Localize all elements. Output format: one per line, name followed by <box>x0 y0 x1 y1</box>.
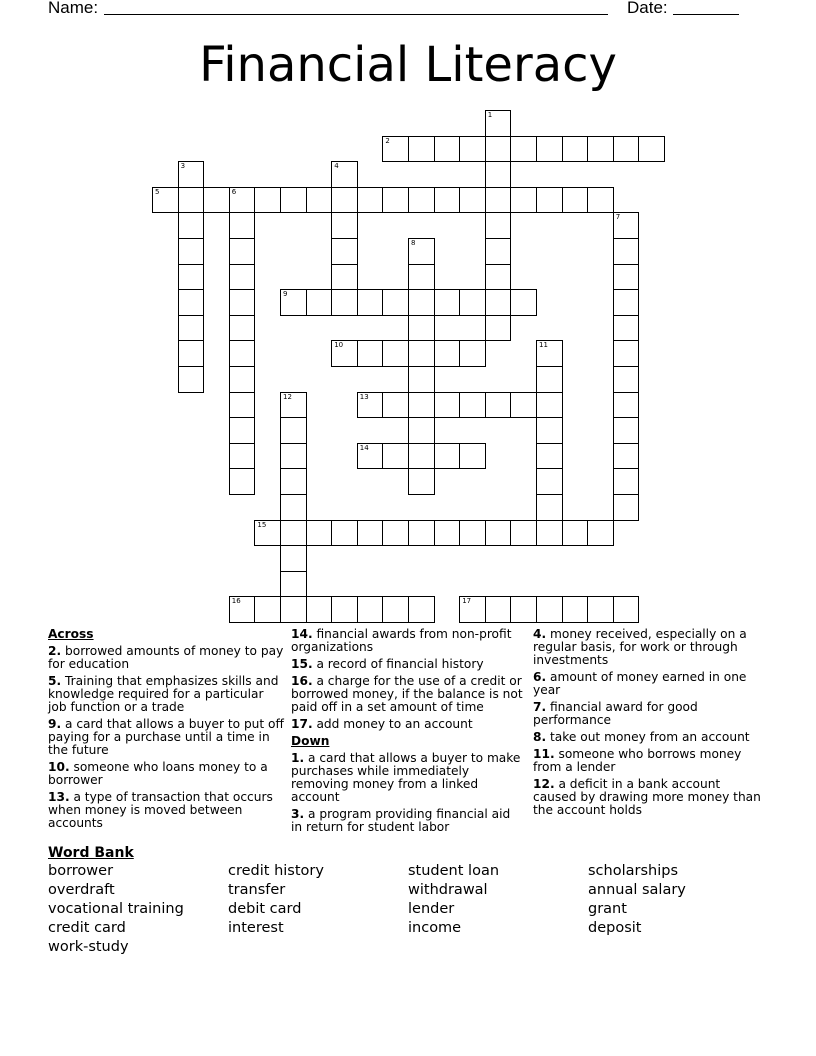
grid-cell[interactable] <box>536 443 563 470</box>
grid-cell[interactable] <box>408 238 435 265</box>
grid-cell[interactable] <box>485 161 512 188</box>
grid-cell[interactable] <box>280 187 307 214</box>
clue-number: 12. <box>533 777 555 791</box>
grid-cell[interactable] <box>536 520 563 547</box>
down-clue-6 <box>533 671 765 697</box>
clue-number: 2. <box>48 644 62 658</box>
down-clue-12 <box>533 778 765 817</box>
grid-cell[interactable] <box>485 110 512 137</box>
clue-number: 16. <box>291 674 313 688</box>
grid-cell[interactable] <box>536 494 563 521</box>
grid-cell[interactable] <box>229 212 256 239</box>
grid-cell[interactable] <box>408 366 435 393</box>
grid-cell[interactable] <box>408 187 435 214</box>
grid-cell[interactable] <box>382 596 409 623</box>
grid-cell[interactable] <box>434 443 461 470</box>
down-clue-8 <box>533 731 765 744</box>
grid-cell[interactable] <box>280 289 307 316</box>
grid-cell[interactable] <box>459 443 486 470</box>
word-bank-item: grant <box>588 901 627 917</box>
grid-cell[interactable] <box>254 187 281 214</box>
grid-cell[interactable] <box>562 187 589 214</box>
word-bank-item: income <box>408 920 462 936</box>
across-heading: Across <box>48 627 94 641</box>
grid-cell[interactable] <box>536 417 563 444</box>
grid-cell[interactable] <box>536 187 563 214</box>
grid-cell[interactable] <box>229 340 256 367</box>
grid-cell[interactable] <box>510 392 537 419</box>
word-bank-item: student loan <box>408 863 500 879</box>
grid-cell[interactable] <box>536 340 563 367</box>
grid-cell[interactable] <box>178 289 205 316</box>
clue-text: Training that emphasizes skills and knowledge required for a particular job function or a trade <box>48 674 279 714</box>
word-bank-item: deposit <box>588 920 642 936</box>
grid-cell[interactable] <box>229 392 256 419</box>
word-bank-item: transfer <box>228 882 286 898</box>
clue-text: financial awards from non-profit organizations <box>291 627 512 654</box>
cell-number: 12 <box>283 392 292 401</box>
grid-cell[interactable] <box>587 187 614 214</box>
clue-text: add money to an account <box>316 717 473 731</box>
grid-cell[interactable] <box>613 468 640 495</box>
grid-cell[interactable] <box>331 238 358 265</box>
clue-text: someone who loans money to a borrower <box>48 760 268 787</box>
grid-cell[interactable] <box>280 545 307 572</box>
clue-number: 1. <box>291 751 305 765</box>
grid-cell[interactable] <box>357 520 384 547</box>
grid-cell[interactable] <box>485 264 512 291</box>
grid-cell[interactable] <box>408 468 435 495</box>
name-label: Name: <box>48 0 99 17</box>
grid-cell[interactable] <box>178 264 205 291</box>
grid-cell[interactable] <box>408 264 435 291</box>
grid-cell[interactable] <box>254 596 281 623</box>
grid-cell[interactable] <box>229 417 256 444</box>
grid-cell[interactable] <box>331 187 358 214</box>
grid-cell[interactable] <box>178 366 205 393</box>
grid-cell[interactable] <box>178 187 205 214</box>
across-clue-9 <box>48 718 284 757</box>
grid-cell[interactable] <box>510 187 537 214</box>
across-clue-13 <box>48 791 284 830</box>
grid-cell[interactable] <box>562 136 589 163</box>
cell-number: 10 <box>334 341 344 350</box>
clue-text: money received, especially on a regular basis, for work or through investments <box>533 627 747 667</box>
grid-cell[interactable] <box>331 161 358 188</box>
across-clue-17 <box>291 718 523 731</box>
word-bank-item: credit card <box>48 920 126 936</box>
date-field[interactable] <box>673 14 739 15</box>
cell-number: 13 <box>359 392 369 401</box>
grid-cell[interactable] <box>562 596 589 623</box>
grid-cell[interactable] <box>459 136 486 163</box>
grid-cell[interactable] <box>357 392 384 419</box>
grid-cell[interactable] <box>178 340 205 367</box>
clue-text: a program providing financial aid in return for student labor <box>291 807 511 834</box>
grid-cell[interactable] <box>357 289 384 316</box>
word-bank-item: lender <box>408 901 455 917</box>
clue-column-3 <box>533 628 765 821</box>
grid-cell[interactable] <box>485 392 512 419</box>
cell-number: 9 <box>283 290 288 299</box>
clue-text: a charge for the use of a credit or borrowed money, if the balance is not paid off in a set amount of time <box>291 674 523 714</box>
clue-number: 3. <box>291 807 305 821</box>
grid-cell[interactable] <box>536 392 563 419</box>
clue-number: 6. <box>533 670 547 684</box>
word-bank-item: borrower <box>48 863 114 879</box>
grid-cell[interactable] <box>306 596 333 623</box>
page-title: Financial Literacy <box>199 37 617 93</box>
grid-cell[interactable] <box>613 366 640 393</box>
grid-cell[interactable] <box>459 596 486 623</box>
grid-cell[interactable] <box>280 392 307 419</box>
across-clue-15 <box>291 658 523 671</box>
word-bank-item: scholarships <box>588 863 678 879</box>
grid-cell[interactable] <box>485 315 512 342</box>
grid-cell[interactable] <box>178 161 205 188</box>
grid-cell[interactable] <box>638 136 665 163</box>
cell-number: 11 <box>539 341 548 350</box>
grid-cell[interactable] <box>229 468 256 495</box>
word-bank-item: withdrawal <box>408 882 488 898</box>
grid-cell[interactable] <box>254 520 281 547</box>
grid-cell[interactable] <box>357 187 384 214</box>
grid-cell[interactable] <box>485 212 512 239</box>
grid-cell[interactable] <box>280 571 307 598</box>
grid-cell[interactable] <box>408 315 435 342</box>
down-clue-3 <box>291 808 523 834</box>
grid-cell[interactable] <box>536 596 563 623</box>
across-clue-2 <box>48 645 284 671</box>
cell-number: 3 <box>180 162 186 171</box>
grid-cell[interactable] <box>280 494 307 521</box>
grid-cell[interactable] <box>408 596 435 623</box>
clue-text: a card that allows a buyer to make purchases while immediately removing money from a linked account <box>291 751 521 804</box>
grid-cell[interactable] <box>280 468 307 495</box>
grid-cell[interactable] <box>510 289 537 316</box>
clue-number: 15. <box>291 657 313 671</box>
grid-cell[interactable] <box>485 136 512 163</box>
grid-cell[interactable] <box>434 520 461 547</box>
grid-cell[interactable] <box>459 187 486 214</box>
down-clue-1 <box>291 752 523 804</box>
grid-cell[interactable] <box>229 596 256 623</box>
grid-cell[interactable] <box>382 392 409 419</box>
grid-cell[interactable] <box>536 136 563 163</box>
grid-cell[interactable] <box>357 596 384 623</box>
grid-cell[interactable] <box>587 520 614 547</box>
grid-cell[interactable] <box>587 136 614 163</box>
grid-cell[interactable] <box>331 212 358 239</box>
grid-cell[interactable] <box>331 596 358 623</box>
grid-cell[interactable] <box>408 417 435 444</box>
grid-cell[interactable] <box>331 264 358 291</box>
grid-cell[interactable] <box>203 187 230 214</box>
clue-number: 11. <box>533 747 555 761</box>
grid-cell[interactable] <box>485 289 512 316</box>
grid-cell[interactable] <box>613 340 640 367</box>
across-clue-16 <box>291 675 523 714</box>
cell-number: 15 <box>257 520 267 529</box>
cell-number: 4 <box>334 162 339 171</box>
grid-cell[interactable] <box>485 596 512 623</box>
grid-cell[interactable] <box>613 212 640 239</box>
cell-number: 7 <box>615 213 621 222</box>
grid-cell[interactable] <box>229 264 256 291</box>
word-bank-item: debit card <box>228 901 302 917</box>
clue-text: a card that allows a buyer to put off paying for a purchase until a time in the future <box>48 717 284 757</box>
cell-number: 6 <box>231 187 237 196</box>
grid-cell[interactable] <box>613 443 640 470</box>
down-heading: Down <box>291 734 330 748</box>
word-bank-item: work-study <box>48 939 129 955</box>
grid-cell[interactable] <box>562 520 589 547</box>
clue-number: 7. <box>533 700 547 714</box>
grid-cell[interactable] <box>434 187 461 214</box>
grid-cell[interactable] <box>178 315 205 342</box>
grid-cell[interactable] <box>306 520 333 547</box>
grid-cell[interactable] <box>280 443 307 470</box>
clue-column-1 <box>48 628 284 834</box>
grid-cell[interactable] <box>357 340 384 367</box>
header <box>48 0 748 20</box>
grid-cell[interactable] <box>613 315 640 342</box>
grid-cell[interactable] <box>613 264 640 291</box>
word-bank-item: vocational training <box>48 901 184 917</box>
clue-text: someone who borrows money from a lender <box>533 747 742 774</box>
grid-cell[interactable] <box>613 238 640 265</box>
clue-number: 17. <box>291 717 313 731</box>
grid-cell[interactable] <box>536 468 563 495</box>
clue-text: a deficit in a bank account caused by drawing more money than the account holds <box>533 777 761 817</box>
grid-cell[interactable] <box>229 315 256 342</box>
clue-text: a record of financial history <box>316 657 484 671</box>
word-bank-item: overdraft <box>48 882 115 898</box>
grid-cell[interactable] <box>408 392 435 419</box>
grid-cell[interactable] <box>382 187 409 214</box>
grid-cell[interactable] <box>613 392 640 419</box>
grid-cell[interactable] <box>382 520 409 547</box>
down-clue-7 <box>533 701 765 727</box>
grid-cell[interactable] <box>459 340 486 367</box>
grid-cell[interactable] <box>357 443 384 470</box>
cell-number: 17 <box>462 597 472 606</box>
clue-column-2 <box>291 628 523 838</box>
grid-cell[interactable] <box>280 520 307 547</box>
word-bank-item: annual salary <box>588 882 686 898</box>
grid-cell[interactable] <box>408 289 435 316</box>
grid-cell[interactable] <box>613 494 640 521</box>
cell-number: 1 <box>487 111 493 119</box>
grid-cell[interactable] <box>382 340 409 367</box>
grid-cell[interactable] <box>613 136 640 163</box>
grid-cell[interactable] <box>331 520 358 547</box>
grid-cell[interactable] <box>280 417 307 444</box>
grid-cell[interactable] <box>613 289 640 316</box>
grid-cell[interactable] <box>408 136 435 163</box>
name-field[interactable] <box>104 14 608 15</box>
clue-number: 13. <box>48 790 70 804</box>
clue-number: 4. <box>533 627 547 641</box>
grid-cell[interactable] <box>152 187 179 214</box>
grid-cell[interactable] <box>306 187 333 214</box>
grid-cell[interactable] <box>485 238 512 265</box>
grid-cell[interactable] <box>280 596 307 623</box>
word-bank-item: interest <box>228 920 284 936</box>
clue-text: borrowed amounts of money to pay for education <box>48 644 284 671</box>
across-clue-14 <box>291 628 523 654</box>
grid-cell[interactable] <box>229 238 256 265</box>
clue-number: 8. <box>533 730 547 744</box>
grid-cell[interactable] <box>408 340 435 367</box>
clue-number: 14. <box>291 627 313 641</box>
clue-number: 5. <box>48 674 62 688</box>
grid-cell[interactable] <box>434 136 461 163</box>
clue-text: take out money from an account <box>550 730 750 744</box>
across-clue-5 <box>48 675 284 714</box>
grid-cell[interactable] <box>613 596 640 623</box>
clue-number: 10. <box>48 760 70 774</box>
down-clue-11 <box>533 748 765 774</box>
grid-cell[interactable] <box>459 520 486 547</box>
grid-cell[interactable] <box>229 366 256 393</box>
cell-number: 16 <box>231 597 241 606</box>
cell-number: 5 <box>155 187 160 196</box>
grid-cell[interactable] <box>459 289 486 316</box>
grid-cell[interactable] <box>434 392 461 419</box>
down-clue-4 <box>533 628 765 667</box>
grid-cell[interactable] <box>510 520 537 547</box>
cell-number: 14 <box>359 443 369 452</box>
grid-cell[interactable] <box>434 289 461 316</box>
clue-text: amount of money earned in one year <box>533 670 747 697</box>
grid-cell[interactable] <box>229 443 256 470</box>
grid-cell[interactable] <box>382 136 409 163</box>
grid-cell[interactable] <box>229 289 256 316</box>
grid-cell[interactable] <box>178 238 205 265</box>
grid-cell[interactable] <box>485 187 512 214</box>
grid-cell[interactable] <box>434 340 461 367</box>
grid-cell[interactable] <box>178 212 205 239</box>
grid-cell[interactable] <box>408 520 435 547</box>
grid-cell[interactable] <box>229 187 256 214</box>
clue-text: financial award for good performance <box>533 700 698 727</box>
clue-number: 9. <box>48 717 62 731</box>
grid-cell[interactable] <box>587 596 614 623</box>
across-clue-10 <box>48 761 284 787</box>
cell-number: 8 <box>411 239 416 247</box>
grid-cell[interactable] <box>408 443 435 470</box>
grid-cell[interactable] <box>459 392 486 419</box>
word-bank-title: Word Bank <box>48 845 134 861</box>
clue-text: a type of transaction that occurs when money is moved between accounts <box>48 790 273 830</box>
date-label: Date: <box>627 0 668 17</box>
grid-cell[interactable] <box>613 417 640 444</box>
grid-cell[interactable] <box>510 136 537 163</box>
grid-cell[interactable] <box>382 443 409 470</box>
word-bank-item: credit history <box>228 863 324 879</box>
grid-cell[interactable] <box>331 340 358 367</box>
grid-cell[interactable] <box>382 289 409 316</box>
cell-number: 2 <box>385 136 390 145</box>
grid-cell[interactable] <box>510 596 537 623</box>
grid-cell[interactable] <box>306 289 333 316</box>
grid-cell[interactable] <box>536 366 563 393</box>
grid-cell[interactable] <box>485 520 512 547</box>
grid-cell[interactable] <box>331 289 358 316</box>
